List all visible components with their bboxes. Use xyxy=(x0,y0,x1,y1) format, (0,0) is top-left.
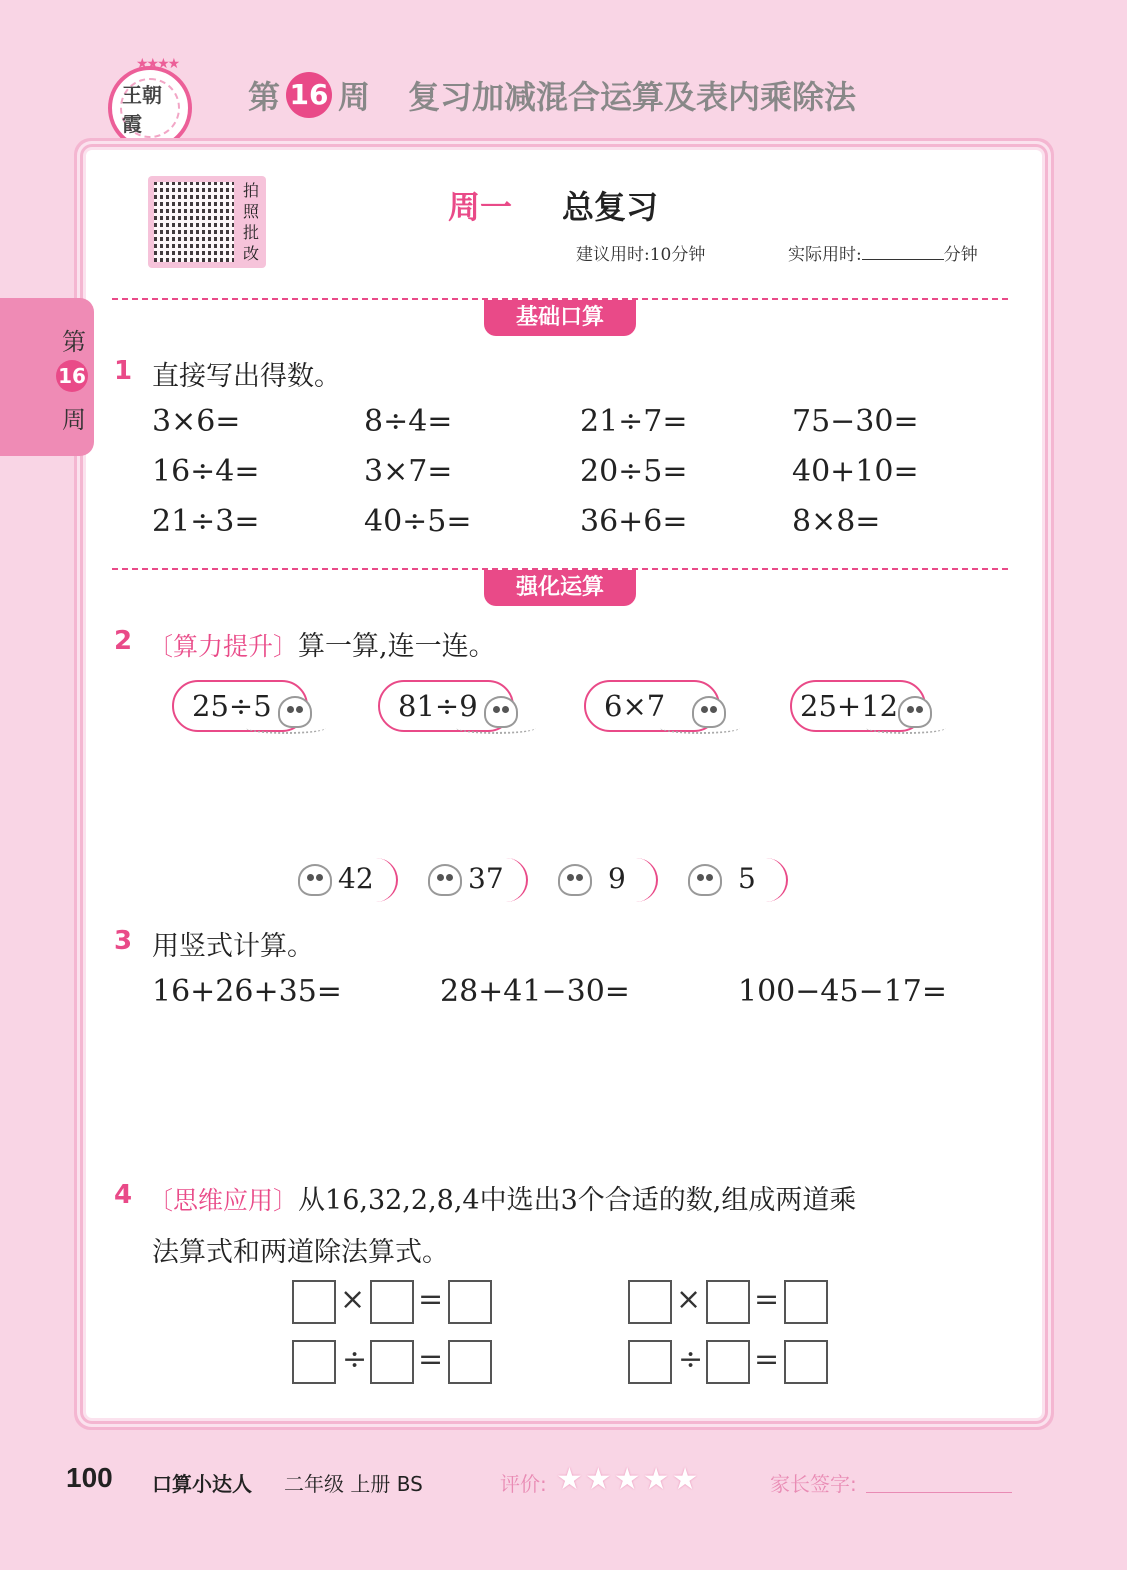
answer-box[interactable] xyxy=(448,1340,492,1384)
q1-expression: 8÷4= xyxy=(364,404,453,439)
answer-box[interactable] xyxy=(370,1340,414,1384)
question-number: 3 xyxy=(114,926,133,956)
book-title: 口算小达人 xyxy=(152,1472,252,1496)
q1-expression: 20÷5= xyxy=(580,454,688,489)
penguin-icon xyxy=(428,864,462,896)
question-text-line2: 法算式和两道除法算式。 xyxy=(152,1237,449,1268)
q1-expression: 8×8= xyxy=(792,504,881,539)
penguin-icon xyxy=(558,864,592,896)
actual-time xyxy=(788,240,978,265)
answer-box[interactable] xyxy=(448,1280,492,1324)
answer-box[interactable] xyxy=(292,1280,336,1324)
q1-expression: 40÷5= xyxy=(364,504,472,539)
q1-expression: 21÷7= xyxy=(580,404,688,439)
side-tab-zhou: 周 xyxy=(62,406,86,434)
answer-box[interactable] xyxy=(784,1340,828,1384)
equals-sign: = xyxy=(418,1342,444,1377)
answer-box[interactable] xyxy=(784,1280,828,1324)
day-title: 总复习 xyxy=(562,188,659,226)
side-tab-di: 第 xyxy=(62,328,86,356)
match-top-label: 25÷5 xyxy=(192,689,272,723)
parent-sign-line[interactable] xyxy=(866,1492,1012,1493)
question-text: 用竖式计算。 xyxy=(152,931,314,962)
side-tab-number: 16 xyxy=(56,360,88,392)
suggested-time: 建议用时:10分钟 xyxy=(576,245,706,265)
answer-box[interactable] xyxy=(706,1280,750,1324)
match-bottom-label: 37 xyxy=(468,862,504,895)
week-topic: 复习加减混合运算及表内乘除法 xyxy=(408,78,857,116)
qr-block[interactable] xyxy=(148,176,266,268)
equals-sign: = xyxy=(754,1282,780,1317)
q3-expression: 28+41−30= xyxy=(440,974,630,1009)
q1-expression: 3×6= xyxy=(152,404,241,439)
water-ripple-icon xyxy=(246,722,326,734)
qr-label-char: 拍 xyxy=(242,181,259,200)
answer-box[interactable] xyxy=(706,1340,750,1384)
divide-sign: ÷ xyxy=(342,1342,368,1377)
question-tag: 〔思维应用〕 xyxy=(148,1186,299,1215)
match-top-label: 25+12 xyxy=(800,689,899,723)
q1-expression: 3×7= xyxy=(364,454,453,489)
answer-box[interactable] xyxy=(628,1340,672,1384)
section-banner-basic: 基础口算 xyxy=(484,300,636,336)
question-text xyxy=(148,624,496,663)
qr-label-char: 批 xyxy=(242,223,259,242)
rating-stars-icon[interactable]: ★★★★★ xyxy=(556,1462,701,1497)
question-text-line1: 从16,32,2,8,4中选出3个合适的数,组成两道乘 xyxy=(298,1185,857,1216)
parent-sign-label: 家长签字: xyxy=(770,1472,857,1496)
answer-box[interactable] xyxy=(370,1280,414,1324)
question-text xyxy=(148,1178,856,1217)
side-week-tab xyxy=(0,298,94,456)
question-number: 2 xyxy=(114,626,133,656)
equals-sign: = xyxy=(418,1282,444,1317)
water-ripple-icon xyxy=(660,722,740,734)
water-ripple-icon xyxy=(456,722,536,734)
match-top-label: 81÷9 xyxy=(398,689,478,723)
actual-time-unit: 分钟 xyxy=(943,245,978,265)
qr-label xyxy=(240,180,262,264)
qr-label-char: 改 xyxy=(242,244,259,263)
q3-expression: 100−45−17= xyxy=(738,974,948,1009)
week-prefix: 第 xyxy=(248,78,281,116)
rating-label: 评价: xyxy=(500,1472,547,1496)
water-ripple-icon xyxy=(866,722,946,734)
question-number: 1 xyxy=(114,356,133,386)
match-bottom-label: 5 xyxy=(738,862,756,895)
week-number-badge: 16 xyxy=(286,72,332,118)
worksheet-paper xyxy=(86,150,1042,1418)
equals-sign: = xyxy=(754,1342,780,1377)
answer-box[interactable] xyxy=(292,1340,336,1384)
grade-info: 二年级 上册 BS xyxy=(284,1472,423,1496)
qr-code-icon[interactable] xyxy=(154,182,234,262)
q1-expression: 36+6= xyxy=(580,504,688,539)
multiply-sign: × xyxy=(340,1282,366,1317)
match-top-label: 6×7 xyxy=(604,689,666,723)
week-header xyxy=(248,72,856,118)
question-tag: 〔算力提升〕 xyxy=(148,632,299,661)
section-banner-strengthen: 强化运算 xyxy=(484,570,636,606)
penguin-icon xyxy=(298,864,332,896)
q1-expression: 21÷3= xyxy=(152,504,260,539)
q1-expression: 75−30= xyxy=(792,404,919,439)
actual-time-blank[interactable] xyxy=(862,245,944,260)
q3-expression: 16+26+35= xyxy=(152,974,342,1009)
logo-text: 王朝霞 xyxy=(120,78,180,138)
question-number: 4 xyxy=(114,1180,133,1210)
question-text: 直接写出得数。 xyxy=(152,361,341,392)
multiply-sign: × xyxy=(676,1282,702,1317)
question-text-body: 算一算,连一连。 xyxy=(298,631,496,662)
crown-icon: ★★★★ xyxy=(136,56,179,72)
page-number: 100 xyxy=(66,1462,113,1493)
q1-expression: 40+10= xyxy=(792,454,919,489)
week-suffix: 周 xyxy=(338,78,371,116)
penguin-icon xyxy=(688,864,722,896)
qr-label-char: 照 xyxy=(242,202,259,221)
match-bottom-label: 42 xyxy=(338,862,374,895)
publisher-logo xyxy=(108,56,192,150)
q1-expression: 16÷4= xyxy=(152,454,260,489)
day-name: 周一 xyxy=(448,188,513,226)
divide-sign: ÷ xyxy=(678,1342,704,1377)
actual-time-label: 实际用时: xyxy=(788,245,862,265)
match-bottom-label: 9 xyxy=(608,862,626,895)
answer-box[interactable] xyxy=(628,1280,672,1324)
